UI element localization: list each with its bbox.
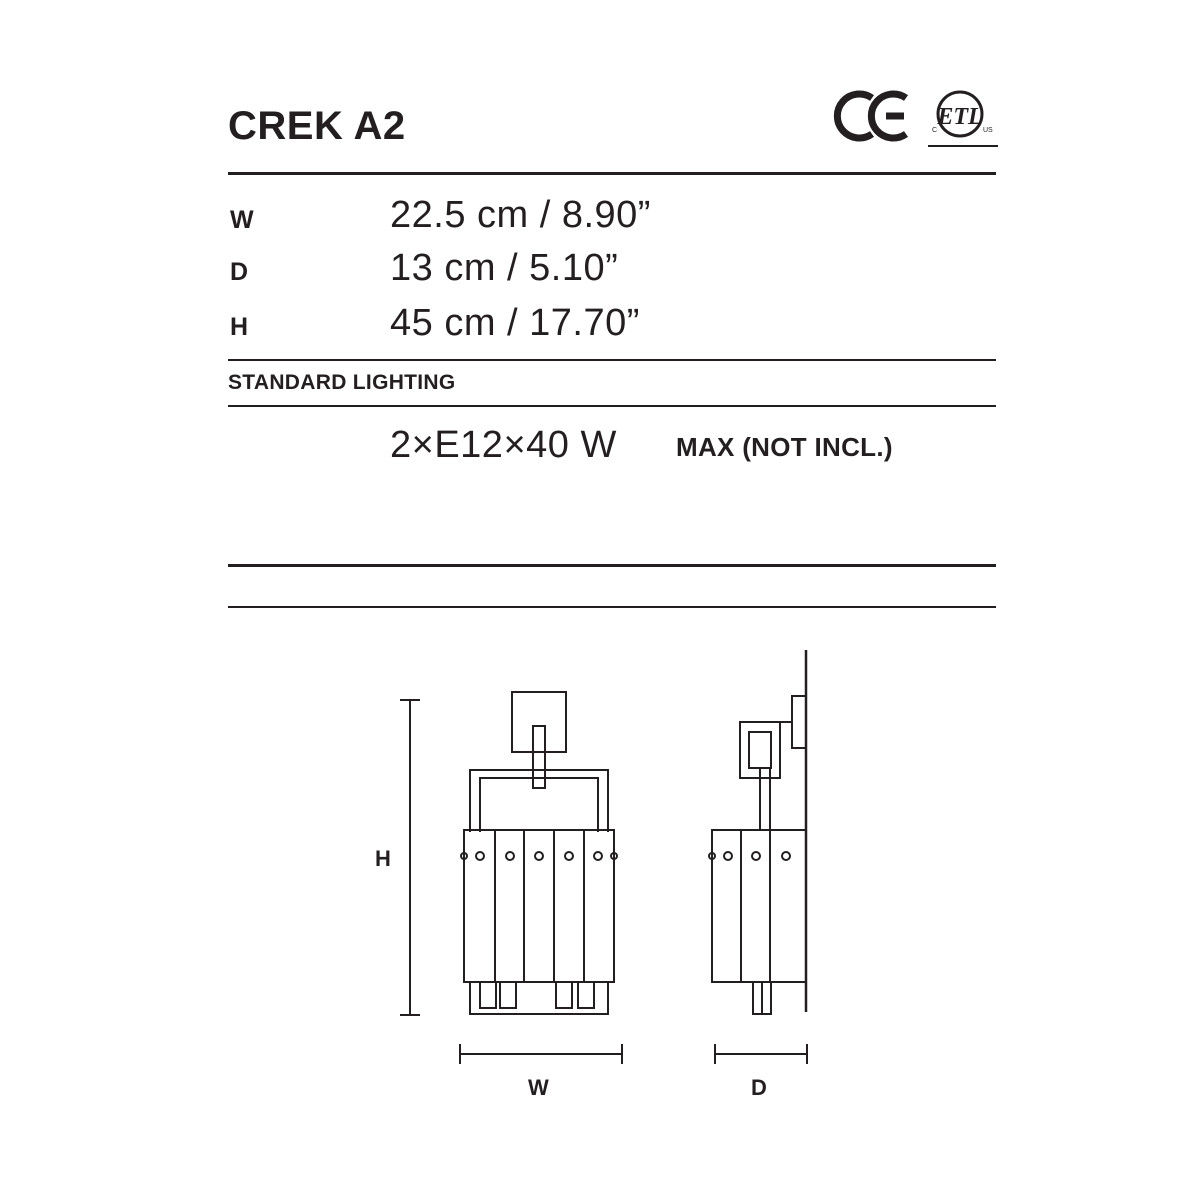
svg-text:C: C	[932, 127, 938, 134]
ce-mark-icon	[837, 94, 906, 138]
height-dimension-label: H	[375, 846, 391, 871]
dimension-value-depth: 13 cm / 5.10”	[390, 247, 619, 289]
product-title: CREK A2	[228, 104, 406, 148]
section-divider-lower	[228, 606, 996, 608]
front-view	[461, 692, 617, 1014]
svg-text:US: US	[983, 127, 993, 134]
dimension-label-depth: D	[230, 258, 249, 286]
width-dimension-label: W	[528, 1075, 549, 1100]
certification-marks	[832, 86, 1004, 156]
lighting-note: MAX (NOT INCL.)	[676, 432, 893, 462]
technical-drawing	[340, 640, 860, 1120]
depth-dimension-line	[715, 1044, 807, 1064]
dimension-label-width: W	[230, 206, 254, 234]
title-divider	[228, 172, 996, 175]
dimension-label-height: H	[230, 313, 249, 341]
side-view	[709, 650, 806, 1014]
lighting-divider	[228, 405, 996, 407]
dimension-value-height: 45 cm / 17.70”	[390, 302, 640, 344]
dimensions-divider	[228, 359, 996, 361]
etl-listed-icon	[928, 92, 998, 146]
dimension-value-width: 22.5 cm / 8.90”	[390, 194, 651, 236]
section-divider-upper	[228, 564, 996, 567]
lighting-value: 2×E12×40 W	[390, 424, 617, 466]
lighting-heading: STANDARD LIGHTING	[228, 371, 456, 394]
height-dimension-line	[400, 700, 420, 1015]
depth-dimension-label: D	[751, 1075, 767, 1100]
svg-text:ETL: ETL	[937, 104, 983, 130]
width-dimension-line	[460, 1044, 622, 1064]
